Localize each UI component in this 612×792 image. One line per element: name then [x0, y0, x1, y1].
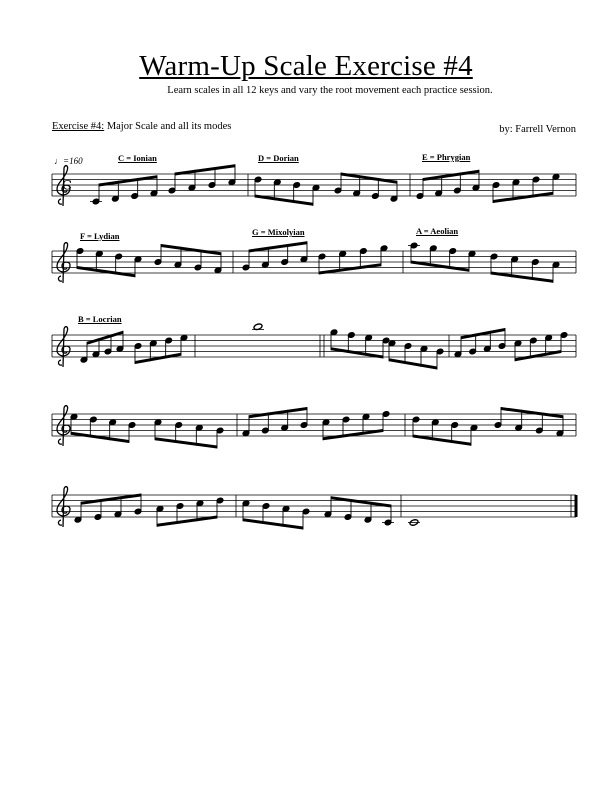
note-beam [243, 518, 303, 529]
note-beam [71, 432, 129, 443]
treble-clef-icon [57, 487, 70, 527]
mode-label-ionian: C = Ionian [118, 153, 157, 163]
exercise-description: Major Scale and all its modes [106, 121, 232, 132]
note-beam [161, 244, 221, 255]
note-beam [501, 407, 563, 418]
mode-label-dorian: D = Dorian [258, 153, 299, 163]
composer-credit: by: Farrell Vernon [499, 124, 576, 135]
treble-clef-icon [57, 243, 70, 283]
tempo-marking: ♩=160 [54, 156, 83, 166]
note-beam [461, 328, 505, 339]
page-subtitle: Learn scales in all 12 keys and vary the root movement each practice session. [167, 85, 493, 96]
mode-label-locrian: B = Locrian [78, 314, 122, 324]
mode-label-lydian: F = Lydian [80, 231, 120, 241]
treble-clef-icon [57, 406, 70, 446]
note-beam [155, 437, 217, 448]
page-title: Warm-Up Scale Exercise #4 [139, 50, 473, 82]
note-beam [249, 407, 307, 418]
mode-label-phrygian: E = Phrygian [422, 152, 471, 162]
note-beam [389, 358, 437, 369]
time-signature: C [62, 178, 72, 194]
treble-clef-icon [57, 327, 70, 367]
mode-label-aeolian: A = Aeolian [416, 226, 459, 236]
note-beam [493, 192, 553, 203]
note-beam [87, 331, 123, 345]
note-beam [135, 353, 181, 364]
mode-label-mixolydian: G = Mixolyian [252, 227, 305, 237]
exercise-number: Exercise #4: [52, 121, 105, 132]
